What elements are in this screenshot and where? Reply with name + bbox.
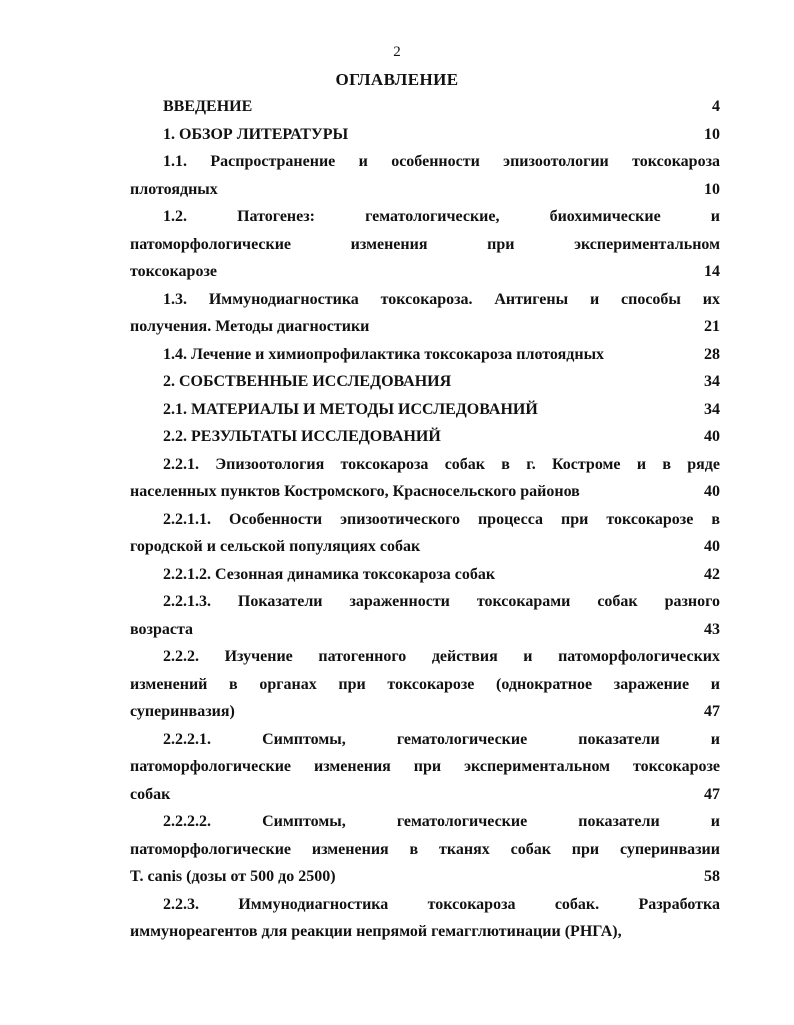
toc-entry-text: 1.1. Распространение и особенности эпизоотологии токсокароза	[163, 153, 720, 170]
toc-entry-text: T. canis (дозы от 500 до 2500)	[130, 868, 336, 885]
toc-entry-page: 40	[704, 428, 720, 445]
toc-entry-text: 1. ОБЗОР ЛИТЕРАТУРЫ	[163, 125, 349, 143]
toc-entry-text: 2.2.1.3. Показатели зараженности токсокарами собак разного	[163, 593, 720, 610]
toc-entry-page: 14	[704, 263, 720, 280]
toc-entry-text: изменений в органах при токсокарозе (однократное заражение и	[130, 675, 720, 693]
toc-entry-text: 1.2. Патогенез: гематологические, биохимические и	[163, 208, 720, 225]
toc-entry-text: 2.2.2.1. Симптомы, гематологические показатели и	[163, 730, 720, 748]
toc-entry-text: патоморфологические изменения в тканях собак при суперинвазии	[130, 840, 720, 858]
toc-entry-text: патоморфологические изменения при экспериментальном токсокарозе	[130, 758, 720, 775]
toc-entry-page: 43	[704, 620, 720, 638]
table-of-contents	[130, 93, 720, 946]
toc-entry-text: 1.4. Лечение и химиопрофилактика токсокароза плотоядных	[163, 345, 605, 363]
toc-entry	[130, 561, 720, 589]
toc-entry	[130, 506, 720, 561]
toc-entry-text: 1.3. Иммунодиагностика токсокароза. Антигены и способы их	[163, 290, 720, 308]
toc-entry-text: 2. СОБСТВЕННЫЕ ИССЛЕДОВАНИЯ	[163, 373, 452, 390]
toc-entry-text: ВВЕДЕНИЕ	[163, 98, 253, 115]
toc-entry-page: 10	[704, 180, 720, 198]
toc-entry-page: 42	[704, 565, 720, 583]
toc-entry-text: плотоядных	[130, 180, 218, 198]
toc-entry-text: 2.2.3. Иммунодиагностика токсокароза собак. Разработка	[163, 895, 720, 913]
toc-entry-text: собак	[130, 785, 171, 803]
toc-entry-text: 2.1. МАТЕРИАЛЫ И МЕТОДЫ ИССЛЕДОВАНИЙ	[163, 400, 538, 418]
toc-entry-text: городской и сельской популяциях собак	[130, 538, 421, 555]
toc-entry-page: 40	[704, 483, 720, 500]
toc-entry-text: 2.2.2. Изучение патогенного действия и патоморфологических	[163, 648, 720, 665]
toc-entry	[130, 451, 720, 506]
toc-entry	[130, 726, 720, 809]
toc-entry-page: 34	[704, 400, 720, 418]
toc-entry-page: 47	[704, 703, 720, 720]
page-number: 2	[393, 44, 401, 60]
toc-entry	[130, 396, 720, 424]
toc-entry-page: 58	[704, 868, 720, 885]
toc-entry-page: 4	[712, 98, 720, 115]
toc-entry-text: 2.2.1. Эпизоотология токсокароза собак в г. Костроме и в ряде	[163, 455, 720, 473]
toc-entry	[130, 203, 720, 286]
toc-entry-text: получения. Методы диагностики	[130, 318, 370, 335]
toc-entry-text: возраста	[130, 620, 194, 638]
toc-entry	[130, 93, 720, 121]
toc-entry-text: 2.2.2.2. Симптомы, гематологические показатели и	[163, 813, 720, 830]
toc-entry	[130, 368, 720, 396]
toc-entry-text: токсокарозе	[130, 263, 217, 280]
toc-entry-page: 47	[704, 785, 720, 803]
toc-entry-page: 40	[704, 538, 720, 555]
toc-entry	[130, 148, 720, 203]
toc-entry-page: 21	[704, 318, 720, 335]
toc-entry	[130, 121, 720, 149]
toc-entry-text: иммунореагентов для реакции непрямой гемагглютинации (РНГА),	[130, 923, 622, 940]
toc-entry-page: 10	[704, 125, 720, 143]
toc-entry	[130, 891, 720, 946]
toc-entry-text: суперинвазия)	[130, 703, 235, 720]
toc-entry-text: населенных пунктов Костромского, Красносельского районов	[130, 483, 580, 500]
toc-entry-page: 34	[704, 373, 720, 390]
toc-entry	[130, 643, 720, 726]
toc-entry	[130, 423, 720, 451]
toc-entry-text: 2.2. РЕЗУЛЬТАТЫ ИССЛЕДОВАНИЙ	[163, 428, 441, 445]
toc-entry-text: патоморфологические изменения при экспериментальном	[130, 235, 720, 253]
toc-entry	[130, 808, 720, 891]
toc-entry-page: 28	[704, 345, 720, 363]
toc-entry	[130, 341, 720, 369]
toc-entry-text: 2.2.1.2. Сезонная динамика токсокароза собак	[163, 565, 496, 583]
page-title: ОГЛАВЛЕНИЕ	[335, 70, 459, 89]
toc-entry	[130, 588, 720, 643]
toc-entry	[130, 286, 720, 341]
toc-entry-text: 2.2.1.1. Особенности эпизоотического процесса при токсокарозе в	[163, 510, 720, 528]
